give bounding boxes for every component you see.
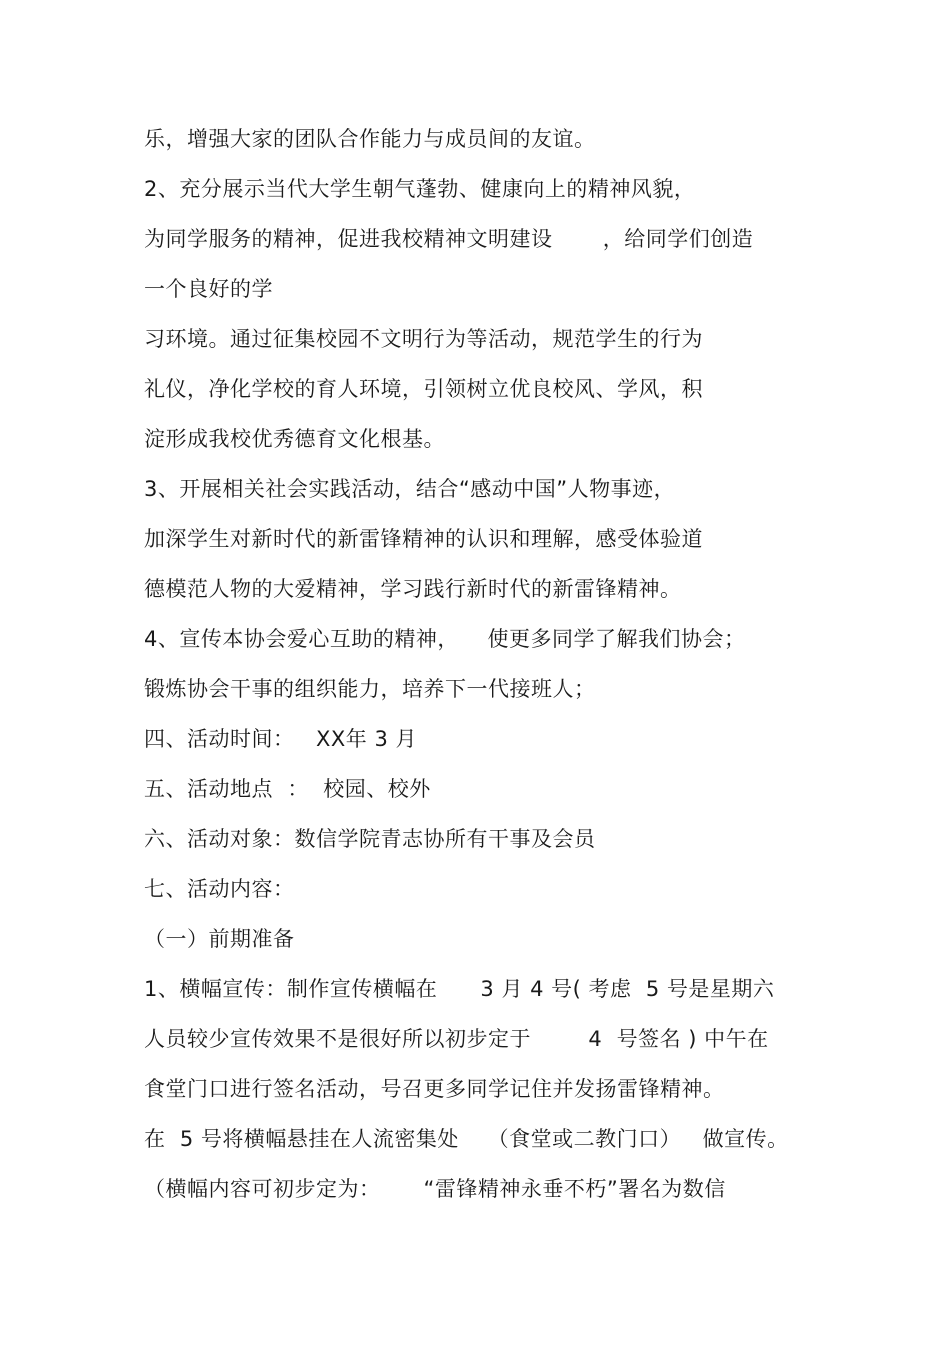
text-line: 四、活动时间： XX年 3 月 <box>144 727 418 751</box>
text-line: 为同学服务的精神，促进我校精神文明建设 ，给同学们创造 <box>144 227 754 251</box>
text-line: 一个良好的学 <box>144 277 273 301</box>
text-line: 习环境。通过征集校园不文明行为等活动，规范学生的行为 <box>144 327 703 351</box>
text-line: 七、活动内容： <box>144 877 295 901</box>
text-line: 1、横幅宣传：制作宣传横幅在 3 月 4 号( 考虑 5 号是星期六 <box>144 977 775 1001</box>
text-line: 2、充分展示当代大学生朝气蓬勃、健康向上的精神风貌， <box>144 177 696 201</box>
text-line: 食堂门口进行签名活动，号召更多同学记住并发扬雷锋精神。 <box>144 1077 725 1101</box>
text-line: （一）前期准备 <box>144 927 295 951</box>
text-line: 锻炼协会干事的组织能力，培养下一代接班人； <box>144 677 596 701</box>
text-line: 淀形成我校优秀德育文化根基。 <box>144 427 445 451</box>
text-line: 3、开展相关社会实践活动，结合“感动中国”人物事迹， <box>144 477 676 501</box>
text-line: 加深学生对新时代的新雷锋精神的认识和理解，感受体验道 <box>144 527 703 551</box>
text-line: 4、宣传本协会爱心互助的精神， 使更多同学了解我们协会； <box>144 627 746 651</box>
text-line: 在 5 号将横幅悬挂在人流密集处 （食堂或二教门口） 做宣传。 <box>144 1127 789 1151</box>
text-line: 礼仪，净化学校的育人环境，引领树立优良校风、学风，积 <box>144 377 703 401</box>
text-line: 乐，增强大家的团队合作能力与成员间的友谊。 <box>144 127 596 151</box>
text-line: 德模范人物的大爱精神，学习践行新时代的新雷锋精神。 <box>144 577 682 601</box>
text-line: 五、活动地点 ： 校园、校外 <box>144 777 431 801</box>
text-line: 人员较少宣传效果不是很好所以初步定于 4 号签名 ) 中午在 <box>144 1027 769 1051</box>
text-line: 六、活动对象：数信学院青志协所有干事及会员 <box>144 827 596 851</box>
text-line: （横幅内容可初步定为： “雷锋精神永垂不朽”署名为数信 <box>144 1177 726 1201</box>
